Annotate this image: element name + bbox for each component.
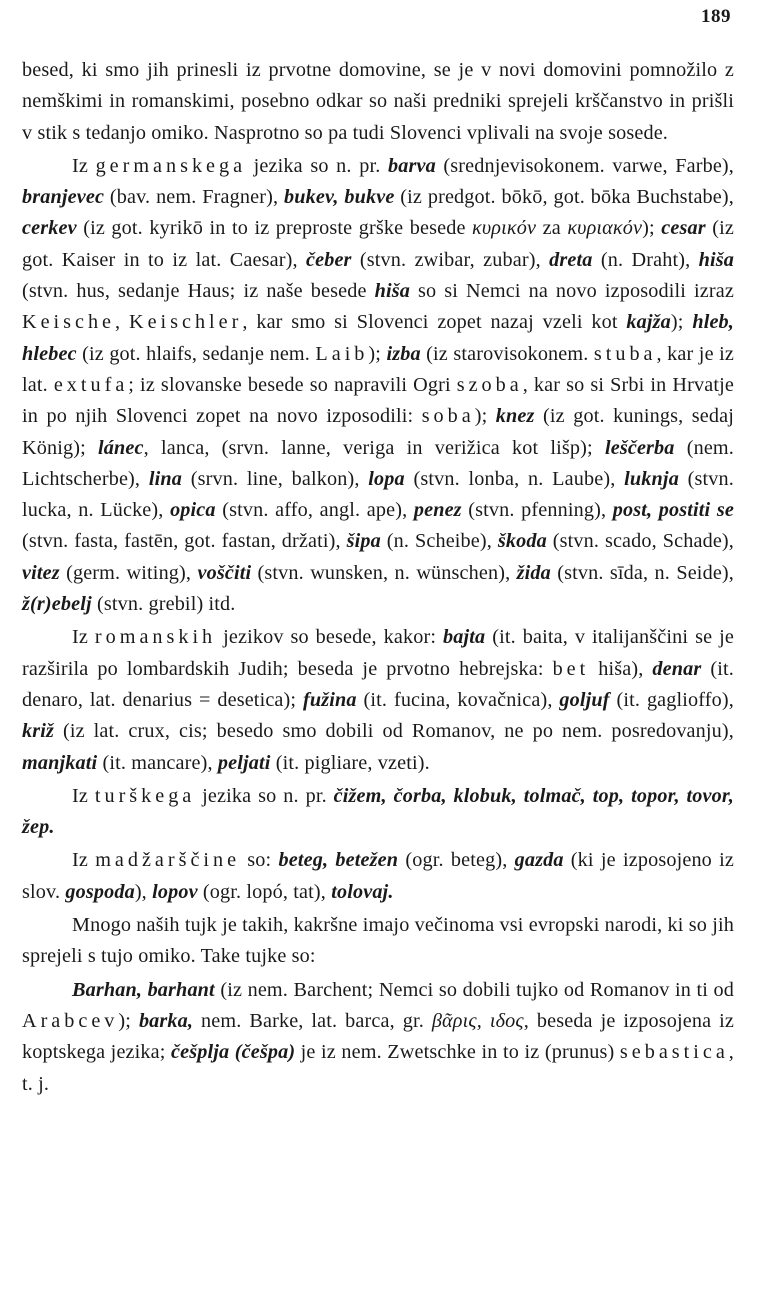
italic-term: denar (652, 657, 702, 680)
italic-term: peljati (217, 751, 271, 774)
italic-term: hiša (698, 248, 734, 271)
italic-term: kajža (626, 311, 671, 334)
text-run: Mnogo naših tujk je takih, kakršne imajo večinoma vsi evropski narodi, ki so jih sprejeli s tujo omiko. Take tujke so: (22, 914, 734, 968)
text-run: (stvn. sīda, n. Seide), (550, 561, 734, 584)
text-run: (srednjevisokonem. varwe, Farbe), (435, 154, 735, 177)
text-run: (stvn. scado, Schade), (546, 530, 734, 553)
text-run: (ogr. lopó, tat), (197, 880, 332, 903)
text-run: (it. baita, v italijanščini se je razširila po lombardskih Judih; beseda je prvotno hebrejska: (22, 626, 734, 680)
text-run: ); (118, 1009, 139, 1032)
text-run: ; iz slovanske besede so napravili Ogri (128, 373, 457, 396)
italic-term: barka, (138, 1009, 194, 1032)
italic-term: križ (22, 720, 55, 743)
italic-term: češplja (češpa) (171, 1041, 296, 1064)
italic-term: hleb, hlebec (22, 311, 734, 365)
text-run: (n. Scheibe), (380, 530, 498, 553)
italic-term: lopa (368, 467, 405, 490)
italic-term: lánec (98, 436, 144, 459)
text-run: (it. gaglioffo), (609, 688, 734, 711)
text-run: (stvn. lucka, n. Lücke), (22, 467, 734, 522)
spaced-term: soba (421, 405, 475, 428)
spaced-term: stuba (593, 342, 657, 365)
italic-term: bukev, bukve (284, 186, 395, 209)
italic-term: barva (387, 154, 436, 177)
text-run: ); (474, 405, 496, 428)
text-run: , kar so si Srbi in Hrvatje in po njih Slovenci zopet na novo izposodili: (22, 373, 734, 428)
text-run: besed, ki smo jih prinesli iz prvotne domovine, se je v novi domovini pomnožilo z nemškimi in romanskimi, posebno odkar so naši predniki sprejeli krščanstvo in prišli v stik s tedanjo omiko. Nasprotno so pa tudi Slovenci vplivali na svoje sosede. (22, 59, 734, 144)
text-run: , kar je iz lat. (22, 342, 734, 396)
italic-term: šipa (346, 530, 381, 553)
text-run: Iz (72, 849, 96, 872)
text-run: (n. Draht), (592, 248, 699, 271)
italic-term: dreta (549, 248, 593, 271)
text-run: (iz predgot. bōkō, got. bōka Buchstabe), (394, 186, 734, 209)
text-run: (iz nem. Barchent; Nemci so dobili tujko od Romanov in ti od (214, 978, 734, 1001)
italic-term: knez (495, 405, 535, 428)
text-run: , lanca, (srvn. lanne, veriga in verižica kot lišp); (143, 436, 605, 459)
text-run: ); (670, 311, 693, 334)
italic-term: lina (148, 467, 182, 490)
paragraph (22, 55, 734, 149)
text-run: jezika so n. pr. (246, 154, 388, 177)
text-run: (stvn. lonba, n. Laube), (404, 467, 625, 490)
italic-term: izba (386, 342, 421, 365)
italic-term: cerkev (22, 217, 77, 240)
text-run: , (115, 311, 129, 334)
text-run: (ki je izposojeno iz slov. (22, 849, 735, 903)
text-run: (iz lat. crux, cis; besedo smo dobili od Romanov, ne po nem. posredovanju), (54, 720, 734, 743)
text-run: (iz got. Kaiser in to iz lat. Caesar), (22, 217, 734, 271)
text-run: ); (368, 342, 387, 365)
spaced-term: turškega (94, 784, 196, 807)
italic-term: tolovaj. (331, 880, 394, 903)
text-run: (stvn. affo, angl. ape), (215, 499, 414, 522)
text-run: (iz starovisokonem. (420, 342, 594, 365)
italic-term: hiša (374, 280, 410, 303)
text-run: , t. j. (22, 1041, 734, 1095)
greek-term: κυριακόν (567, 217, 643, 240)
text-run: (stvn. hus, sedanje Haus; iz naše besede (22, 280, 375, 303)
italic-term: vitez (22, 561, 60, 584)
text-run: jezikov so besede, kakor: (216, 626, 444, 649)
text-run: nem. Barke, lat. barca, gr. (193, 1009, 432, 1032)
italic-term: žida (516, 561, 551, 584)
text-run: (iz got. kunings, sedaj König); (22, 405, 734, 459)
italic-term: bajta (443, 626, 486, 649)
italic-term: post, postiti se (612, 499, 734, 522)
text-run: (germ. witing), (59, 561, 198, 584)
paragraph (22, 845, 734, 908)
paragraph (22, 151, 734, 620)
text-run: (it. fucina, kovačnica), (356, 688, 560, 711)
spaced-term: romanskih (94, 626, 217, 649)
italic-term: čeber (305, 248, 352, 271)
text-run: (stvn. zwibar, zubar), (351, 248, 550, 271)
italic-term: gospoda (65, 880, 135, 903)
text-run: so si Nemci na novo izposodili izraz (410, 280, 734, 303)
italic-term: leščerba (604, 436, 675, 459)
text-run: (it. mancare), (97, 751, 218, 774)
text-run: jezika so n. pr. (195, 784, 334, 807)
text-run: hiša), (589, 657, 653, 680)
italic-term: Barhan, barhant (72, 978, 215, 1001)
spaced-term: Laib (315, 342, 369, 365)
text-run: (stvn. grebil) itd. (91, 593, 236, 616)
greek-term: βᾶρις, ιδος (431, 1009, 524, 1032)
paragraph (22, 975, 734, 1100)
italic-term: opica (170, 499, 216, 522)
text-run: Iz (72, 154, 96, 177)
page-number: 189 (701, 6, 731, 27)
text-run: (ogr. beteg), (398, 849, 515, 872)
text-run: (srvn. line, balkon), (181, 467, 369, 490)
italic-term: fužina (303, 688, 357, 711)
italic-term: goljuf (559, 688, 610, 711)
spaced-term: Arabcev (22, 1009, 119, 1032)
text-run: (bav. nem. Fragner), (104, 186, 285, 209)
italic-term: manjkati (22, 751, 98, 774)
italic-term: ž(r)ebelj (22, 593, 92, 616)
text-run: ); (642, 217, 662, 240)
text-run: (iz got. kyrikō in to iz preproste grške besede (76, 217, 473, 240)
text-run: (stvn. fasta, fastēn, got. fastan, držati), (22, 530, 347, 553)
paragraph (22, 781, 734, 844)
italic-term: luknja (624, 467, 679, 490)
spaced-term: extufa (53, 373, 129, 396)
spaced-term: Keischler (129, 311, 243, 334)
spaced-term: sebastica (619, 1041, 729, 1064)
text-run: , beseda je izposojena iz koptskega jezika; (22, 1009, 734, 1064)
spaced-term: szoba (456, 373, 523, 396)
body-text (22, 55, 734, 1100)
text-run: (iz got. hlaifs, sedanje nem. (76, 342, 316, 365)
italic-term: cesar (661, 217, 706, 240)
text-run: je iz nem. Zwetschke in to iz (prunus) (295, 1041, 620, 1064)
spaced-term: bet (552, 657, 590, 680)
italic-term: beteg, betežen (278, 849, 399, 872)
italic-term: branjevec (22, 186, 105, 209)
text-run: Iz (72, 626, 95, 649)
text-run: za (536, 217, 568, 240)
text-run: ), (134, 880, 153, 903)
text-run: Iz (72, 784, 95, 807)
italic-term: škoda (497, 530, 547, 553)
text-run: (it. denaro, lat. denarius = desetica); (22, 657, 734, 711)
italic-term: lopov (152, 880, 198, 903)
italic-term: gazda (514, 849, 564, 872)
text-run: (nem. Lichtscherbe), (22, 436, 734, 490)
paragraph (22, 622, 734, 778)
italic-term: čižem, čorba, klobuk, tolmač, top, topor, tovor, žep. (22, 784, 734, 839)
italic-term: voščiti (197, 561, 252, 584)
greek-term: κυρικόν (472, 217, 537, 240)
paragraph (22, 910, 734, 973)
spaced-term: Keische (22, 311, 116, 334)
text-run: (stvn. pfenning), (461, 499, 613, 522)
text-run: (it. pigliare, vzeti). (270, 751, 430, 774)
text-run: (stvn. wunsken, n. wünschen), (251, 561, 517, 584)
italic-term: penez (413, 499, 462, 522)
spaced-term: madžarščine (95, 849, 241, 872)
text-run: so: (240, 849, 279, 872)
spaced-term: germanskega (95, 154, 247, 177)
text-run: , kar smo si Slovenci zopet nazaj vzeli kot (242, 311, 627, 334)
